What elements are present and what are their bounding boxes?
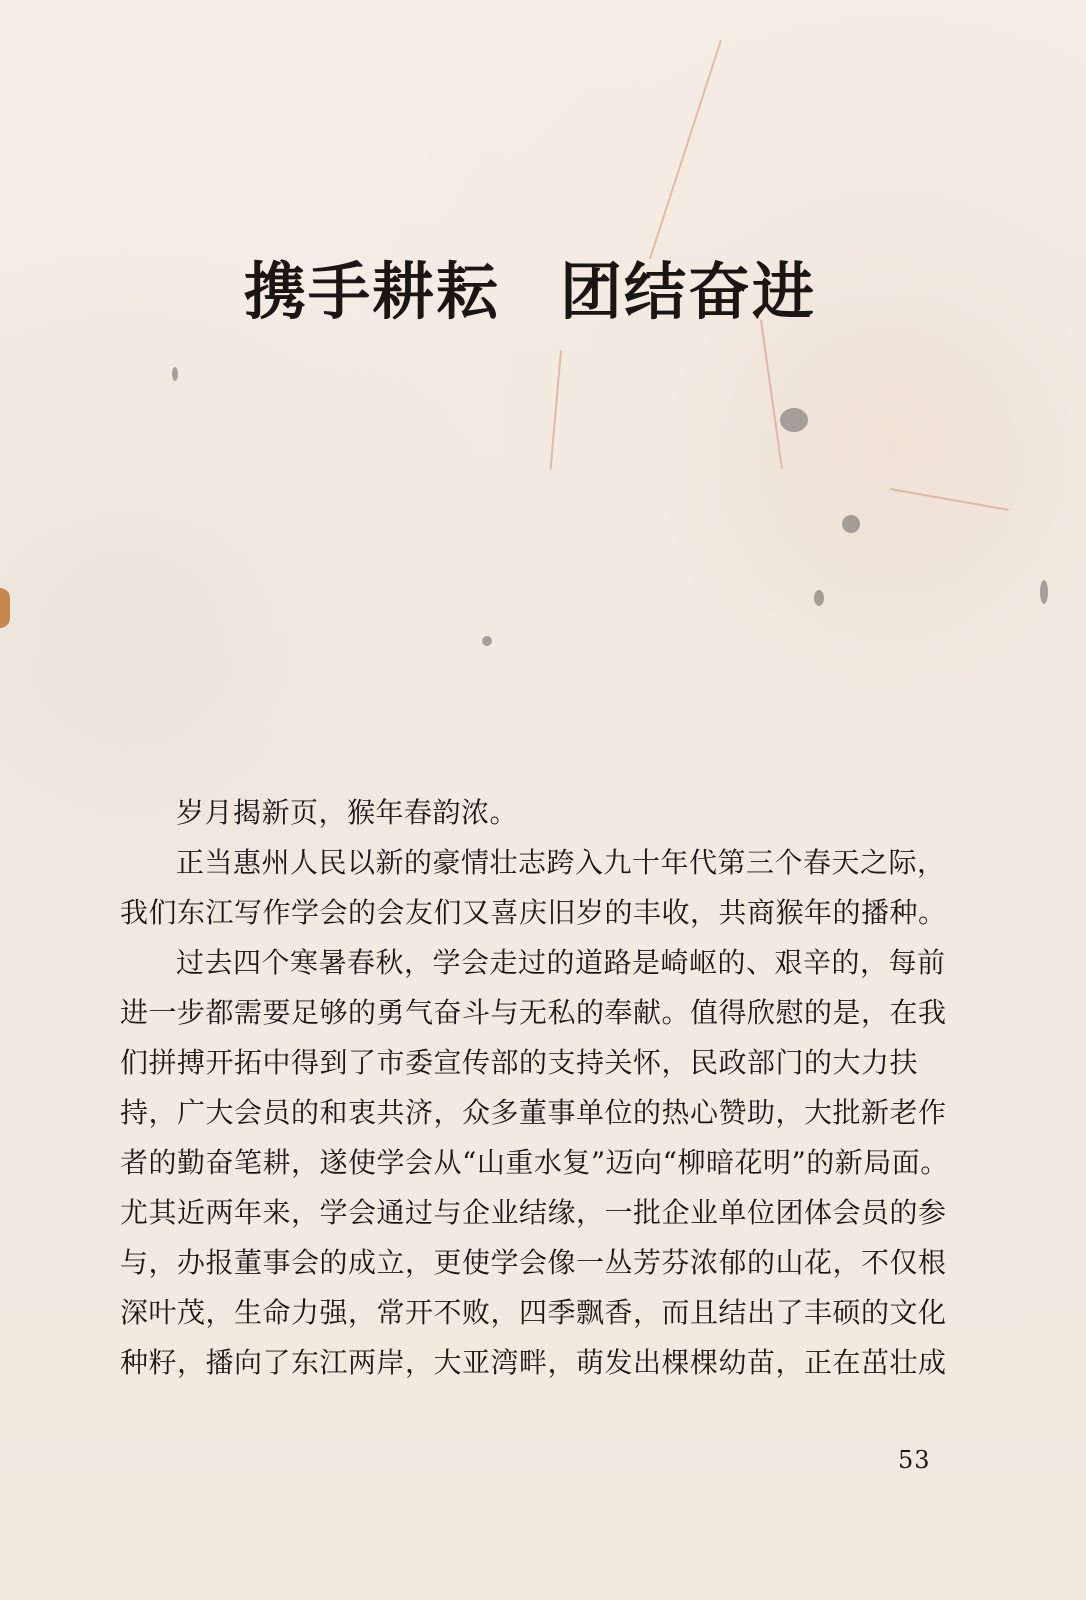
page-number: 53 — [898, 1446, 931, 1474]
paper-crease-4 — [890, 488, 1009, 511]
paragraph-2: 正当惠州人民以新的豪情壮志跨入九十年代第三个春天之际，我们东江写作学会的会友们又喜庆旧岁的丰收，共商猴年的播种。 — [120, 846, 947, 929]
ink-stain-1 — [780, 408, 808, 432]
ink-stain-2 — [842, 515, 860, 533]
title-part-2: 团结奋进 — [560, 255, 817, 328]
page-title — [244, 255, 817, 328]
paper-crease-3 — [550, 350, 562, 470]
ink-stain-3 — [814, 590, 824, 606]
ink-stain-6 — [1040, 580, 1048, 604]
ink-stain-5 — [482, 636, 492, 646]
body-text — [120, 788, 962, 1388]
left-edge-mark — [0, 588, 10, 628]
paragraph-1: 岁月揭新页，猴年春韵浓。 — [176, 796, 519, 829]
ink-stain-4 — [172, 367, 178, 381]
paper-crease-1 — [649, 40, 722, 259]
title-part-1: 携手耕耘 — [244, 255, 501, 328]
paragraph-3: 过去四个寒暑春秋，学会走过的道路是崎岖的、艰辛的，每前进一步都需要足够的勇气奋斗与无私的奉献。值得欣慰的是，在我们拼搏开拓中得到了市委宣传部的支持关怀，民政部门的大力扶持，广大会员的和衷共济，众多董事单位的热心赞助，大批新老作者的勤奋笔耕，遂使学会从“山重水复”迈向“柳暗花明”的新局面。尤其近两年来，学会通过与企业结缘，一批企业单位团体会员的参与，办报董事会的成立，更使学会像一丛芳芬浓郁的山花，不仅根深叶茂，生命力强，常开不败，四季飘香，而且结出了丰硕的文化种籽，播向了东江两岸，大亚湾畔，萌发出棵棵幼苗，正在茁壮成 — [120, 946, 949, 1379]
paper-crease-2 — [760, 320, 783, 469]
